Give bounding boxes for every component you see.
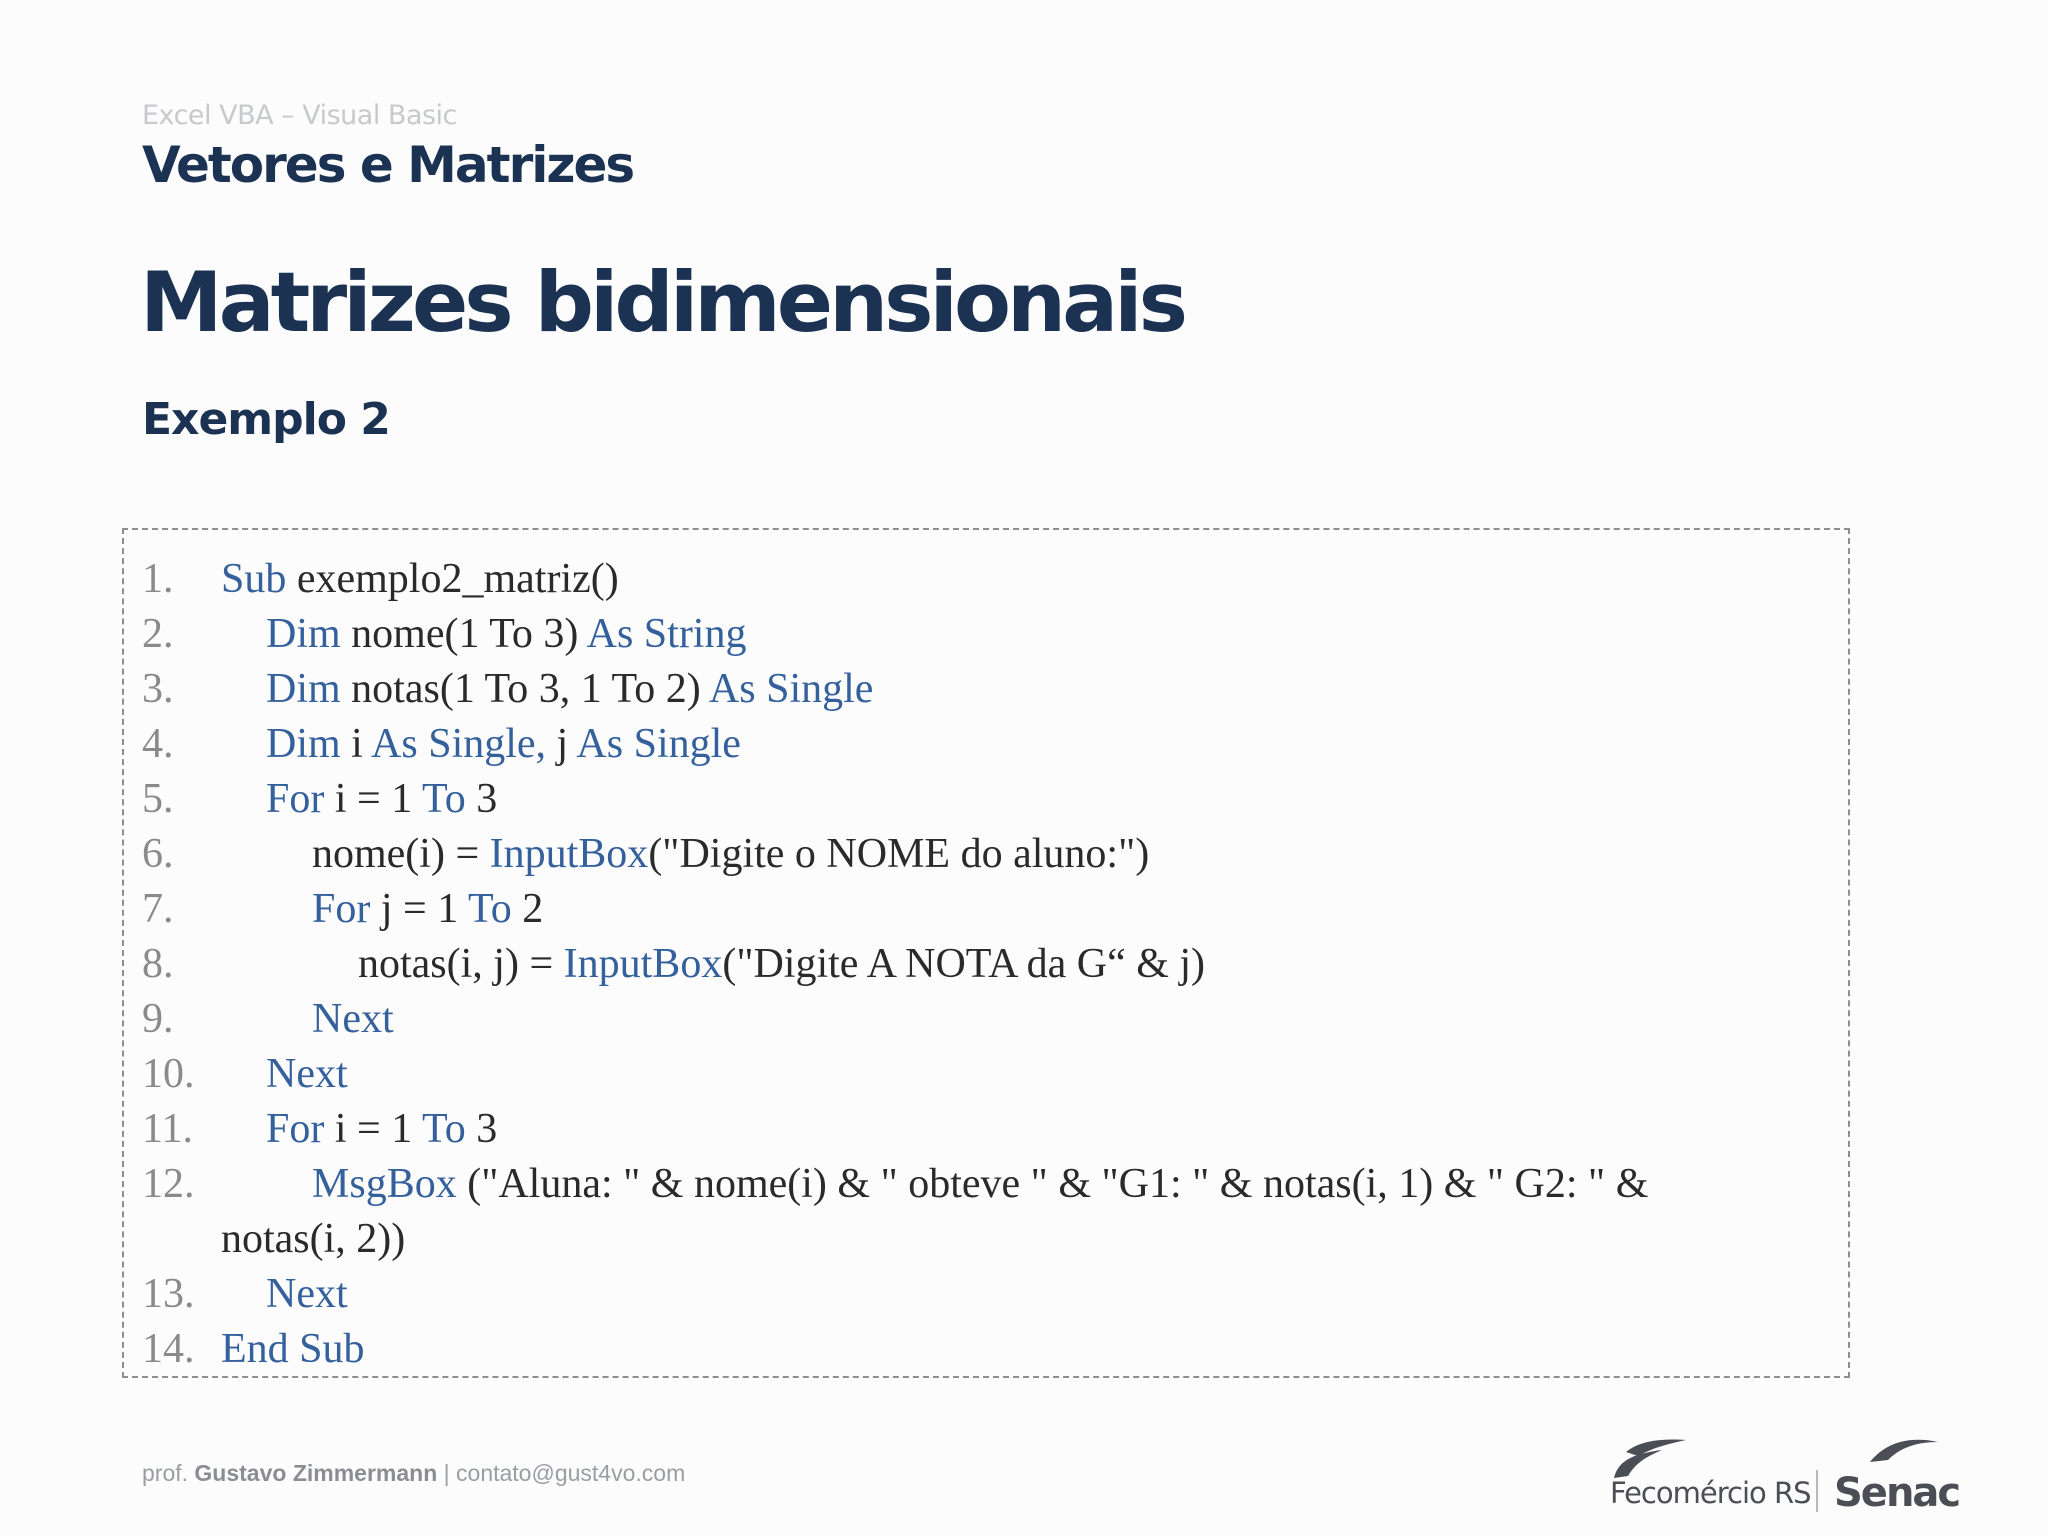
line-number: 13. [142, 1271, 195, 1317]
code-token: ("Digite o NOME do aluno:") [648, 831, 1150, 877]
code-keyword: Dim [266, 721, 341, 767]
code-text [266, 1102, 497, 1157]
code-text [312, 992, 394, 1047]
line-number: 5. [142, 776, 174, 822]
code-keyword: Next [312, 996, 394, 1042]
line-number: 4. [142, 721, 174, 767]
line-number: 3. [142, 666, 174, 712]
line-number: 2. [142, 611, 174, 657]
code-keyword: As Single [576, 721, 741, 767]
code-text [266, 772, 497, 827]
code-keyword: InputBox [563, 941, 723, 987]
footer-separator: | [437, 1460, 457, 1486]
code-keyword: As Single, [371, 721, 547, 767]
line-number: 1. [142, 556, 174, 602]
footer-author: Gustavo Zimmermann [194, 1460, 438, 1486]
line-number: 14. [142, 1326, 195, 1372]
footer-contact: contato@gust4vo.com [456, 1460, 686, 1486]
code-text [312, 1157, 1648, 1212]
code-keyword: InputBox [489, 831, 649, 877]
code-keyword: As String [586, 611, 747, 657]
code-token: notas(i, 2)) [221, 1216, 406, 1262]
code-keyword: As Single [708, 666, 874, 712]
code-token: i = 1 [324, 776, 422, 822]
code-token: notas(i, j) = [358, 941, 564, 987]
code-text [266, 607, 746, 662]
senac-logo-icon [1866, 1432, 1946, 1472]
page-title: Matrizes bidimensionais [140, 254, 1184, 351]
code-token: i = 1 [324, 1106, 422, 1152]
code-keyword: For [266, 1106, 325, 1152]
code-keyword: Next [266, 1271, 348, 1317]
example-subtitle: Exemplo 2 [142, 394, 390, 445]
fecomercio-logo-icon [1608, 1432, 1698, 1482]
code-token: 3 [465, 1106, 498, 1152]
code-keyword: Next [266, 1051, 348, 1097]
code-token: j = 1 [370, 886, 468, 932]
line-number: 12. [142, 1161, 195, 1207]
code-keyword: For [266, 776, 325, 822]
code-token: ("Digite A NOTA da G“ & j) [722, 941, 1206, 987]
senac-logo-text: Senac [1834, 1470, 1960, 1516]
code-keyword: Dim [266, 666, 341, 712]
line-number: 11. [142, 1106, 193, 1152]
line-number: 6. [142, 831, 174, 877]
code-text [358, 937, 1205, 992]
code-text [266, 1047, 348, 1102]
code-token: nome(1 To 3) [340, 611, 587, 657]
code-token: notas(1 To 3, 1 To 2) [340, 666, 709, 712]
code-token: nome(i) = [312, 831, 490, 877]
code-token: i [340, 721, 372, 767]
logo-divider [1816, 1470, 1818, 1512]
footer-credit [142, 1460, 685, 1487]
code-text [266, 1267, 348, 1322]
code-text [221, 552, 619, 607]
code-keyword: End Sub [221, 1326, 365, 1372]
code-text [266, 662, 873, 717]
code-token: j [546, 721, 577, 767]
fecomercio-logo-text: Fecomércio RS [1610, 1476, 1811, 1510]
code-keyword: To [467, 886, 512, 932]
code-token: 3 [465, 776, 498, 822]
logos [1590, 1432, 1960, 1516]
code-text [312, 882, 543, 937]
code-keyword: Dim [266, 611, 341, 657]
code-text [221, 1322, 365, 1377]
code-token: exemplo2_matriz() [286, 556, 619, 602]
code-text [221, 1212, 405, 1267]
footer-prefix: prof. [142, 1460, 195, 1486]
code-text [312, 827, 1149, 882]
code-keyword: MsgBox [312, 1161, 457, 1207]
line-number: 9. [142, 996, 174, 1042]
line-number: 10. [142, 1051, 195, 1097]
code-keyword: For [312, 886, 371, 932]
code-keyword: To [421, 1106, 466, 1152]
code-token: ("Aluna: " & nome(i) & " obteve " & "G1: " & notas(i, 1) & " G2: " & [456, 1161, 1649, 1207]
line-number: 7. [142, 886, 174, 932]
code-keyword: To [421, 776, 466, 822]
code-text [266, 717, 741, 772]
course-label: Excel VBA – Visual Basic [142, 100, 457, 131]
code-keyword: Sub [221, 556, 287, 602]
code-token: 2 [511, 886, 544, 932]
section-title: Vetores e Matrizes [142, 136, 634, 194]
line-number: 8. [142, 941, 174, 987]
